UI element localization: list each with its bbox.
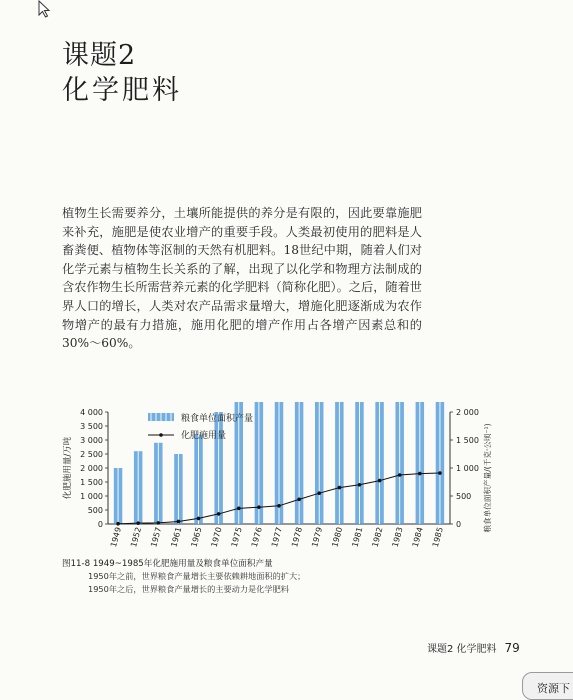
body-paragraph xyxy=(62,204,422,353)
x-tick-label: 1979 xyxy=(310,526,325,549)
fertilizer-point xyxy=(217,512,221,516)
left-tick-label: 2 500 xyxy=(80,450,103,459)
x-tick-label: 1980 xyxy=(330,526,345,549)
x-tick-label: 1983 xyxy=(390,526,405,549)
left-tick-label: 3 000 xyxy=(80,436,103,445)
x-tick-label: 1982 xyxy=(370,526,385,549)
fertilizer-point xyxy=(197,517,201,521)
x-tick-label: 1976 xyxy=(249,526,264,549)
legend-fertilizer-label: 化肥施用量 xyxy=(181,431,227,441)
x-tick-label: 1970 xyxy=(209,526,224,549)
left-axis-title: 化肥施用量/万吨 xyxy=(63,436,73,500)
resource-download-button[interactable]: 资源下 xyxy=(522,672,573,700)
x-tick-label: 1975 xyxy=(229,526,244,549)
fertilizer-point xyxy=(317,491,321,495)
x-tick-label: 1949 xyxy=(109,526,123,549)
legend-yield-label: 粮食单位面积产量 xyxy=(181,414,254,424)
left-tick-label: 0 xyxy=(97,520,103,529)
figure-caption: 图11-8 1949~1985年化肥施用量及粮食单位面积产量 xyxy=(62,559,273,569)
x-tick-label: 1961 xyxy=(169,526,184,549)
x-tick-label: 1965 xyxy=(189,526,204,549)
left-tick-label: 2 000 xyxy=(80,464,103,473)
fertilizer-point xyxy=(378,479,382,483)
page-number: 79 xyxy=(504,641,520,655)
left-tick-label: 1 500 xyxy=(80,478,103,487)
fertilizer-point xyxy=(136,521,140,525)
fertilizer-point xyxy=(237,507,241,511)
x-tick-label: 1952 xyxy=(129,526,144,549)
right-tick-label: 1 500 xyxy=(456,436,479,445)
lesson-number: 课题2 xyxy=(62,40,137,71)
right-tick-label: 0 xyxy=(456,520,462,529)
fertilizer-point xyxy=(177,520,181,524)
fertilizer-point xyxy=(156,521,160,525)
x-tick-label: 1984 xyxy=(410,526,425,549)
right-tick-label: 500 xyxy=(456,492,472,501)
x-tick-label: 1957 xyxy=(149,526,164,549)
fertilizer-point xyxy=(398,473,402,477)
fertilizer-point xyxy=(438,471,442,475)
left-tick-label: 3 500 xyxy=(80,422,103,431)
right-tick-label: 1 000 xyxy=(456,464,479,473)
legend-fertilizer-dot xyxy=(159,433,163,437)
fertilizer-point xyxy=(418,472,422,476)
fertilizer-point xyxy=(297,498,301,502)
fertilizer-point xyxy=(277,504,281,508)
footer-section: 课题2 化学肥料 xyxy=(427,644,497,655)
page-footer xyxy=(427,640,520,655)
mouse-cursor-icon xyxy=(38,0,52,18)
left-tick-label: 500 xyxy=(87,506,103,515)
left-tick-label: 1 000 xyxy=(80,492,103,501)
x-tick-label: 1978 xyxy=(290,526,305,549)
fertilizer-point xyxy=(338,486,342,490)
paragraph-text: 植物生长需要养分，土壤所能提供的养分是有限的，因此要靠施肥来补充，施肥是使农业增产的重要手段。人类最初使用的肥料是人畜粪便、植物体等沤制的天然有机肥料。18世纪中期，随着人们对化学元素与植物生长关系的了解，出现了以化学和物理方法制成的含农作物生长所需营养元素的化学肥料（简称化肥）。之后，随着世界人口的增长，人类对农产品需求量增大，增施化肥逐渐成为农作物增产的最有力措施，施用化肥的增产作用占各增产因素总和的30%～60%。 xyxy=(62,206,422,351)
fertilizer-yield-chart xyxy=(58,402,498,562)
page-title: 化学肥料 xyxy=(62,75,182,106)
fertilizer-point xyxy=(358,483,362,487)
fertilizer-point xyxy=(116,522,120,526)
right-axis-title: 粮食单位面积产量/(千克·公顷⁻¹) xyxy=(483,423,492,533)
caption-note-1: 1950年之前，世界粮食产量增长主要依赖耕地面积的扩大； xyxy=(88,571,306,581)
right-tick-label: 2 000 xyxy=(456,408,479,417)
x-tick-label: 1981 xyxy=(350,526,365,549)
caption-note-2: 1950年之后，世界粮食产量增长的主要动力是化学肥料 xyxy=(88,584,289,594)
fertilizer-point xyxy=(257,505,261,509)
x-tick-label: 1977 xyxy=(269,526,284,549)
left-tick-label: 4 000 xyxy=(80,408,103,417)
x-tick-label: 1985 xyxy=(430,526,445,549)
